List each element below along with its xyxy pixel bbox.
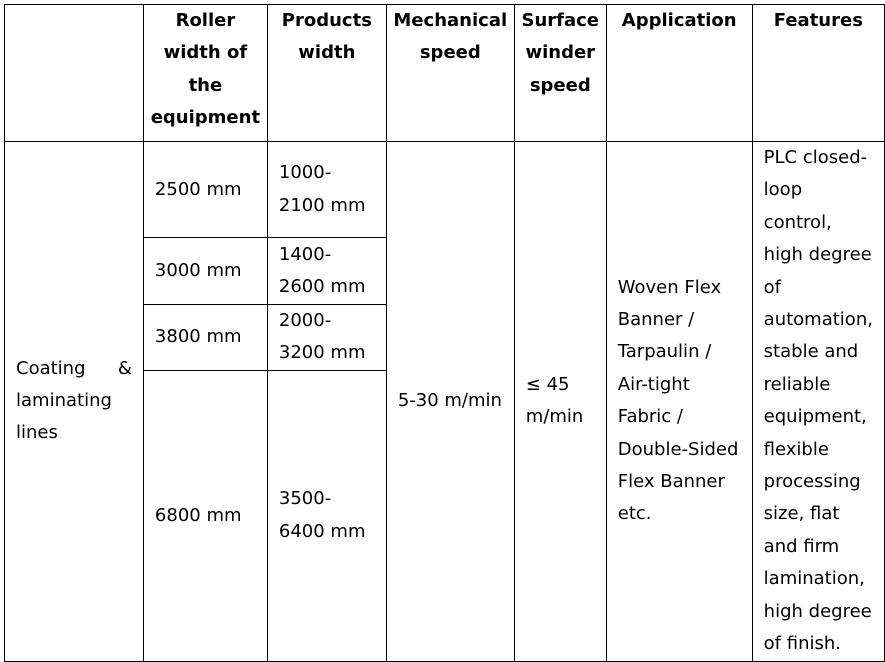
product-line-cell bbox=[5, 142, 144, 662]
header-mechanical-speed: Mechanical speed bbox=[386, 5, 514, 142]
product-width-cell: 1000-2100 mm bbox=[267, 142, 386, 238]
header-products-width: Products width bbox=[267, 5, 386, 142]
winder-speed-cell: ≤ 45 m/min bbox=[514, 142, 606, 662]
product-width-cell: 2000-3200 mm bbox=[267, 304, 386, 370]
roller-width-cell: 3000 mm bbox=[143, 238, 267, 304]
mechanical-speed-cell: 5-30 m/min bbox=[386, 142, 514, 662]
header-row bbox=[5, 5, 885, 142]
header-winder-speed: Surface winder speed bbox=[514, 5, 606, 142]
header-blank bbox=[5, 5, 144, 142]
application-cell: Woven Flex Banner / Tarpaulin / Air-tight Fabric / Double-Sided Flex Banner etc. bbox=[606, 142, 752, 662]
product-line-first: Coating & bbox=[16, 357, 132, 379]
header-features: Features bbox=[752, 5, 884, 142]
product-width-cell: 1400-2600 mm bbox=[267, 238, 386, 304]
header-application: Application bbox=[606, 5, 752, 142]
header-roller-width: Roller width of the equipment bbox=[143, 5, 267, 142]
table-row bbox=[5, 142, 885, 238]
product-line-rest: laminating lines bbox=[16, 390, 112, 444]
product-width-cell: 3500-6400 mm bbox=[267, 370, 386, 661]
roller-width-cell: 2500 mm bbox=[143, 142, 267, 238]
roller-width-cell: 6800 mm bbox=[143, 370, 267, 661]
roller-width-cell: 3800 mm bbox=[143, 304, 267, 370]
features-cell: PLC closed-loop control, high degree of automation, stable and reliable equipment, flexible processing size, flat and firm lamination, high degree of finish. bbox=[752, 142, 884, 662]
spec-table bbox=[4, 4, 885, 662]
